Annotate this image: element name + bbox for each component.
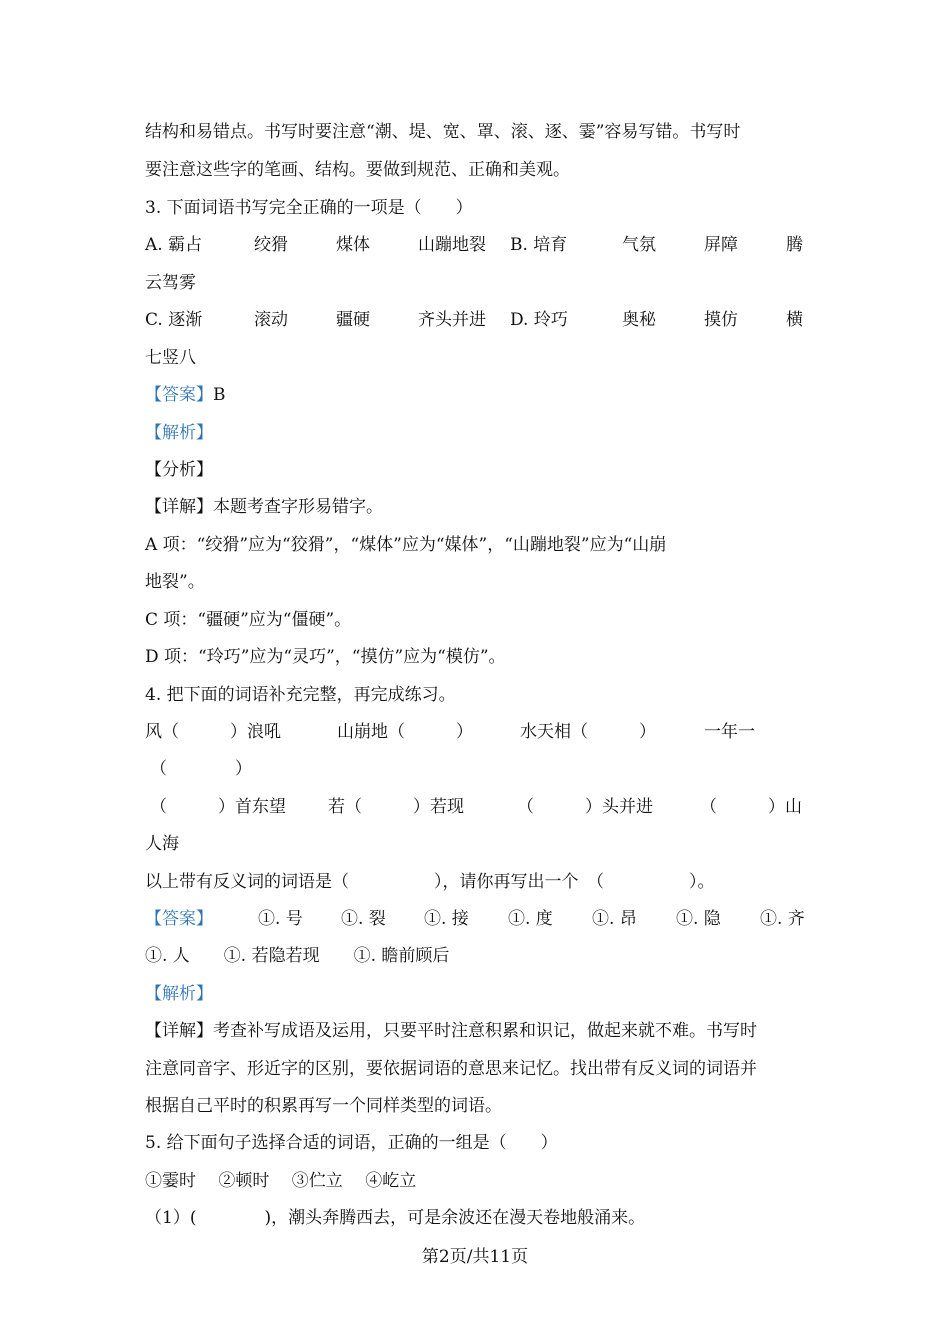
answer-tag: 【答案】 [145, 909, 213, 929]
detail-text: 本题考查字形易错字。 [213, 497, 383, 517]
idiom-blank: 一年一 [704, 722, 755, 742]
analysis-tag: 【解析】 [145, 423, 213, 443]
option-b: B. 培育 [510, 235, 568, 255]
idiom-blank: （ ） [150, 759, 252, 779]
sentence-1: （1）( )，潮头奔腾西去，可是余波还在漫天卷地般涌来。 [145, 1208, 646, 1228]
answer-item: ①. 隐 [676, 909, 721, 929]
idiom-blank: 若（ ）若现 [328, 797, 464, 817]
idiom-blank: （ ）山 [700, 797, 802, 817]
answer-3 [145, 383, 226, 407]
option-word: 滚动 [254, 310, 288, 330]
idiom-blank: （ ）首东望 [150, 797, 286, 817]
option-word: 腾 [786, 235, 803, 255]
word-choices: ①霎时 ②顿时 ③伫立 ④屹立 [145, 1171, 417, 1191]
text-line: C 项：“疆硬”应为“僵硬”。 [145, 610, 352, 630]
detail-3 [145, 495, 383, 519]
detail-text: 考查补写成语及运用，只要平时注意积累和识记，做起来就不难。书写时 [213, 1021, 757, 1041]
text-line: 地裂”。 [145, 572, 205, 592]
answer-item: ①. 裂 [341, 909, 386, 929]
option-word: 齐头并进 [418, 310, 486, 330]
text-line: 七竖八 [145, 348, 196, 368]
option-word: 横 [786, 310, 803, 330]
text-line: 以上带有反义词的词语是（ ），请你再写出一个 （ ）。 [145, 872, 715, 892]
option-word: 煤体 [336, 235, 370, 255]
option-word: 奥秘 [622, 310, 656, 330]
idiom-blank: 山崩地（ ） [337, 722, 473, 742]
text-line: 根据自己平时的积累再写一个同样类型的词语。 [145, 1096, 502, 1116]
option-d: D. 玲巧 [510, 310, 568, 330]
detail-tag: 【详解】 [145, 1021, 213, 1041]
text-line: A 项：“绞猾”应为“狡猾”，“煤体”应为“媒体”，“山蹦地裂”应为“山崩 [145, 535, 667, 555]
answer-tag: 【答案】 [145, 385, 213, 405]
option-word: 疆硬 [336, 310, 370, 330]
text-line: ①. 人 ①. 若隐若现 ①. 瞻前顾后 [145, 946, 450, 966]
option-word: 屏障 [704, 235, 738, 255]
answer-item: ①. 号 [258, 909, 303, 929]
idiom-blank: 水天相（ ） [520, 722, 656, 742]
option-word: 气氛 [622, 235, 656, 255]
answer-item: ①. 接 [424, 909, 469, 929]
option-word: 山蹦地裂 [418, 235, 486, 255]
answer-value: B [213, 385, 226, 405]
question-4-title: 4. 把下面的词语补充完整，再完成练习。 [145, 685, 456, 705]
idiom-blank: 风（ ）浪吼 [145, 722, 281, 742]
detail-tag: 【详解】 [145, 497, 213, 517]
text-line: 云驾雾 [145, 273, 196, 293]
page-number: 第2页/共11页 [421, 1247, 529, 1267]
question-3-title: 3. 下面词语书写完全正确的一项是（ ） [145, 198, 473, 218]
answer-item: ①. 度 [508, 909, 553, 929]
question-5-title: 5. 给下面句子选择合适的词语，正确的一组是（ ） [145, 1133, 558, 1153]
analysis-tag: 【解析】 [145, 984, 213, 1004]
text-line: 人海 [145, 834, 179, 854]
text-line: D 项：“玲巧”应为“灵巧”，“摸仿”应为“模仿”。 [145, 647, 506, 667]
option-a: A. 霸占 [145, 235, 203, 255]
text-line: 要注意这些字的笔画、结构。要做到规范、正确和美观。 [145, 160, 570, 180]
option-word: 摸仿 [704, 310, 738, 330]
option-c: C. 逐渐 [145, 310, 203, 330]
answer-item: ①. 齐 [760, 909, 805, 929]
fenxi-tag: 【分析】 [145, 460, 213, 480]
text-line: 结构和易错点。书写时要注意“潮、堤、宽、罩、滚、逐、霎”容易写错。书写时 [145, 122, 741, 142]
text-line: 注意同音字、形近字的区别，要依据词语的意思来记忆。找出带有反义词的词语并 [145, 1059, 757, 1079]
detail-4 [145, 1019, 757, 1043]
idiom-blank: （ ）头并进 [517, 797, 653, 817]
option-word: 绞猾 [254, 235, 288, 255]
answer-item: ①. 昂 [592, 909, 637, 929]
